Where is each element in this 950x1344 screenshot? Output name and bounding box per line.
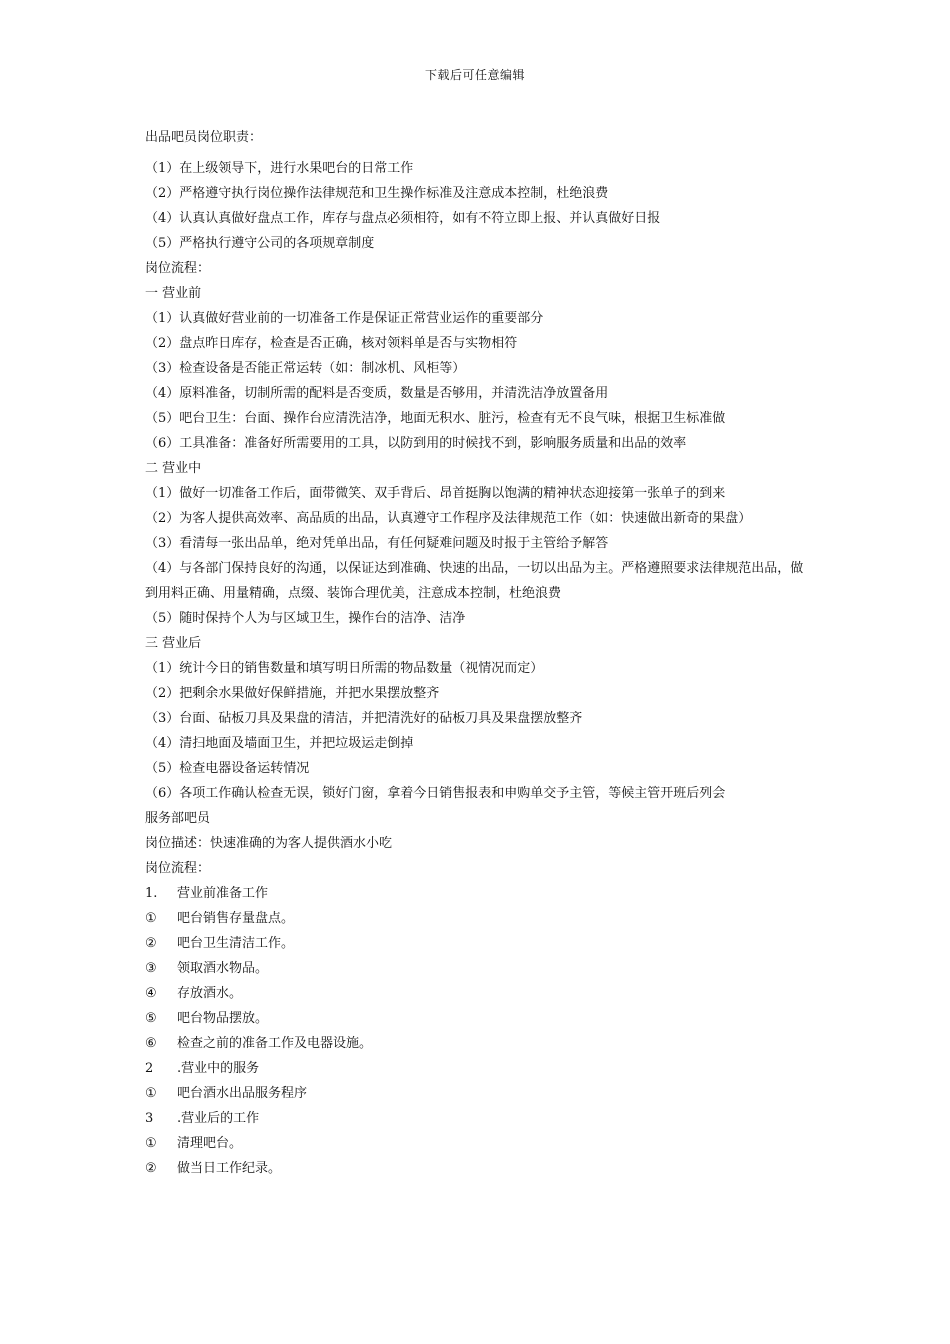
- text-line: （1）认真做好营业前的一切准备工作是保证正常营业运作的重要部分: [145, 311, 544, 326]
- step-text: 清理吧台。: [177, 1136, 243, 1151]
- section-heading: 二 营业中: [145, 461, 202, 476]
- step-text: 吧台卫生清洁工作。: [177, 936, 295, 951]
- step-marker: ②: [145, 1161, 157, 1176]
- step-text: 存放酒水。: [177, 986, 243, 1001]
- step-text: 营业前准备工作: [177, 886, 269, 901]
- text-line: （3）检查设备是否能正常运转（如：制冰机、风柜等）: [145, 361, 466, 376]
- text-line: （1）统计今日的销售数量和填写明日所需的物品数量（视情况而定）: [145, 661, 544, 676]
- step-marker: 2: [145, 1061, 154, 1076]
- step-item: [145, 1106, 815, 1131]
- step-marker: ③: [145, 961, 157, 976]
- step-text: 做当日工作纪录。: [177, 1161, 282, 1176]
- section-heading: 三 营业后: [145, 636, 202, 651]
- step-marker: 3: [145, 1111, 154, 1126]
- step-item: [145, 1156, 815, 1181]
- text-line: （2）把剩余水果做好保鲜措施，并把水果摆放整齐: [145, 686, 440, 701]
- text-paragraph: （4）与各部门保持良好的沟通，以保证达到准确、快速的出品，一切以出品为主。严格遵照要求法律规范出品，做到用料正确、用量精确，点缀、装饰合理优美，注意成本控制，杜绝浪费: [145, 561, 804, 601]
- step-item: [145, 981, 815, 1006]
- section-heading: 一 营业前: [145, 286, 202, 301]
- text-line: （1）在上级领导下，进行水果吧台的日常工作: [145, 161, 414, 176]
- step-marker: ④: [145, 986, 157, 1001]
- step-marker: ①: [145, 1086, 157, 1101]
- step-item: [145, 1031, 815, 1056]
- text-line: （6）各项工作确认检查无误，锁好门窗，拿着今日销售报表和申购单交予主管，等候主管开班后列会: [145, 786, 726, 801]
- section-heading: 岗位流程：: [145, 261, 211, 276]
- document-title: 出品吧员岗位职责：: [145, 130, 263, 145]
- text-line: （3）看清每一张出品单，绝对凭单出品，有任何疑难问题及时报于主管给予解答: [145, 536, 609, 551]
- text-paragraph: （2）为客人提供高效率、高品质的出品，认真遵守工作程序及法律规范工作（如：快速做出新奇的果盘）: [145, 511, 752, 526]
- step-item: [145, 1081, 815, 1106]
- text-line: （5）严格执行遵守公司的各项规章制度: [145, 236, 375, 251]
- text-line: （2）严格遵守执行岗位操作法律规范和卫生操作标准及注意成本控制，杜绝浪费: [145, 186, 609, 201]
- step-item: [145, 881, 815, 906]
- step-text: 吧台酒水出品服务程序: [177, 1086, 308, 1101]
- step-text: 吧台物品摆放。: [177, 1011, 269, 1026]
- text-line: 岗位流程：: [145, 861, 211, 876]
- document-body: [145, 125, 815, 1181]
- text-line: （6）工具准备：准备好所需要用的工具，以防到用的时候找不到，影响服务质量和出品的效率: [145, 436, 687, 451]
- text-line: （4）清扫地面及墙面卫生，并把垃圾运走倒掉: [145, 736, 414, 751]
- step-text: .营业中的服务: [177, 1061, 260, 1076]
- page-header: 下载后可任意编辑: [424, 68, 525, 82]
- step-item: [145, 931, 815, 956]
- step-text: 领取酒水物品。: [177, 961, 269, 976]
- text-line: （4）认真认真做好盘点工作，库存与盘点必须相符，如有不符立即上报、并认真做好日报: [145, 211, 661, 226]
- text-line: （2）盘点昨日库存，检查是否正确，核对领料单是否与实物相符: [145, 336, 518, 351]
- text-line: （1）做好一切准备工作后，面带微笑、双手背后、昂首挺胸以饱满的精神状态迎接第一张单子的到来: [145, 486, 726, 501]
- step-item: [145, 906, 815, 931]
- text-line: 岗位描述：快速准确的为客人提供酒水小吃: [145, 836, 393, 851]
- text-line: （5）检查电器设备运转情况: [145, 761, 310, 776]
- step-marker: ①: [145, 1136, 157, 1151]
- text-line: （4）原料准备，切制所需的配料是否变质，数量是否够用，并清洗洁净放置备用: [145, 386, 609, 401]
- step-item: [145, 1056, 815, 1081]
- step-item: [145, 1131, 815, 1156]
- step-marker: ①: [145, 911, 157, 926]
- section-heading: 服务部吧员: [145, 811, 211, 826]
- step-marker: ⑤: [145, 1011, 157, 1026]
- step-marker: 1.: [145, 886, 158, 901]
- step-text: .营业后的工作: [177, 1111, 260, 1126]
- step-text: 检查之前的准备工作及电器设施。: [177, 1036, 373, 1051]
- step-marker: ②: [145, 936, 157, 951]
- step-item: [145, 956, 815, 981]
- text-line: （5）随时保持个人为与区域卫生，操作台的洁净、洁净: [145, 611, 466, 626]
- step-item: [145, 1006, 815, 1031]
- step-text: 吧台销售存量盘点。: [177, 911, 295, 926]
- step-marker: ⑥: [145, 1036, 157, 1051]
- text-line: （3）台面、砧板刀具及果盘的清洁，并把清洗好的砧板刀具及果盘摆放整齐: [145, 711, 583, 726]
- text-line: （5）吧台卫生：台面、操作台应清洗洁净，地面无积水、脏污，检查有无不良气味，根据卫生标准做: [145, 411, 726, 426]
